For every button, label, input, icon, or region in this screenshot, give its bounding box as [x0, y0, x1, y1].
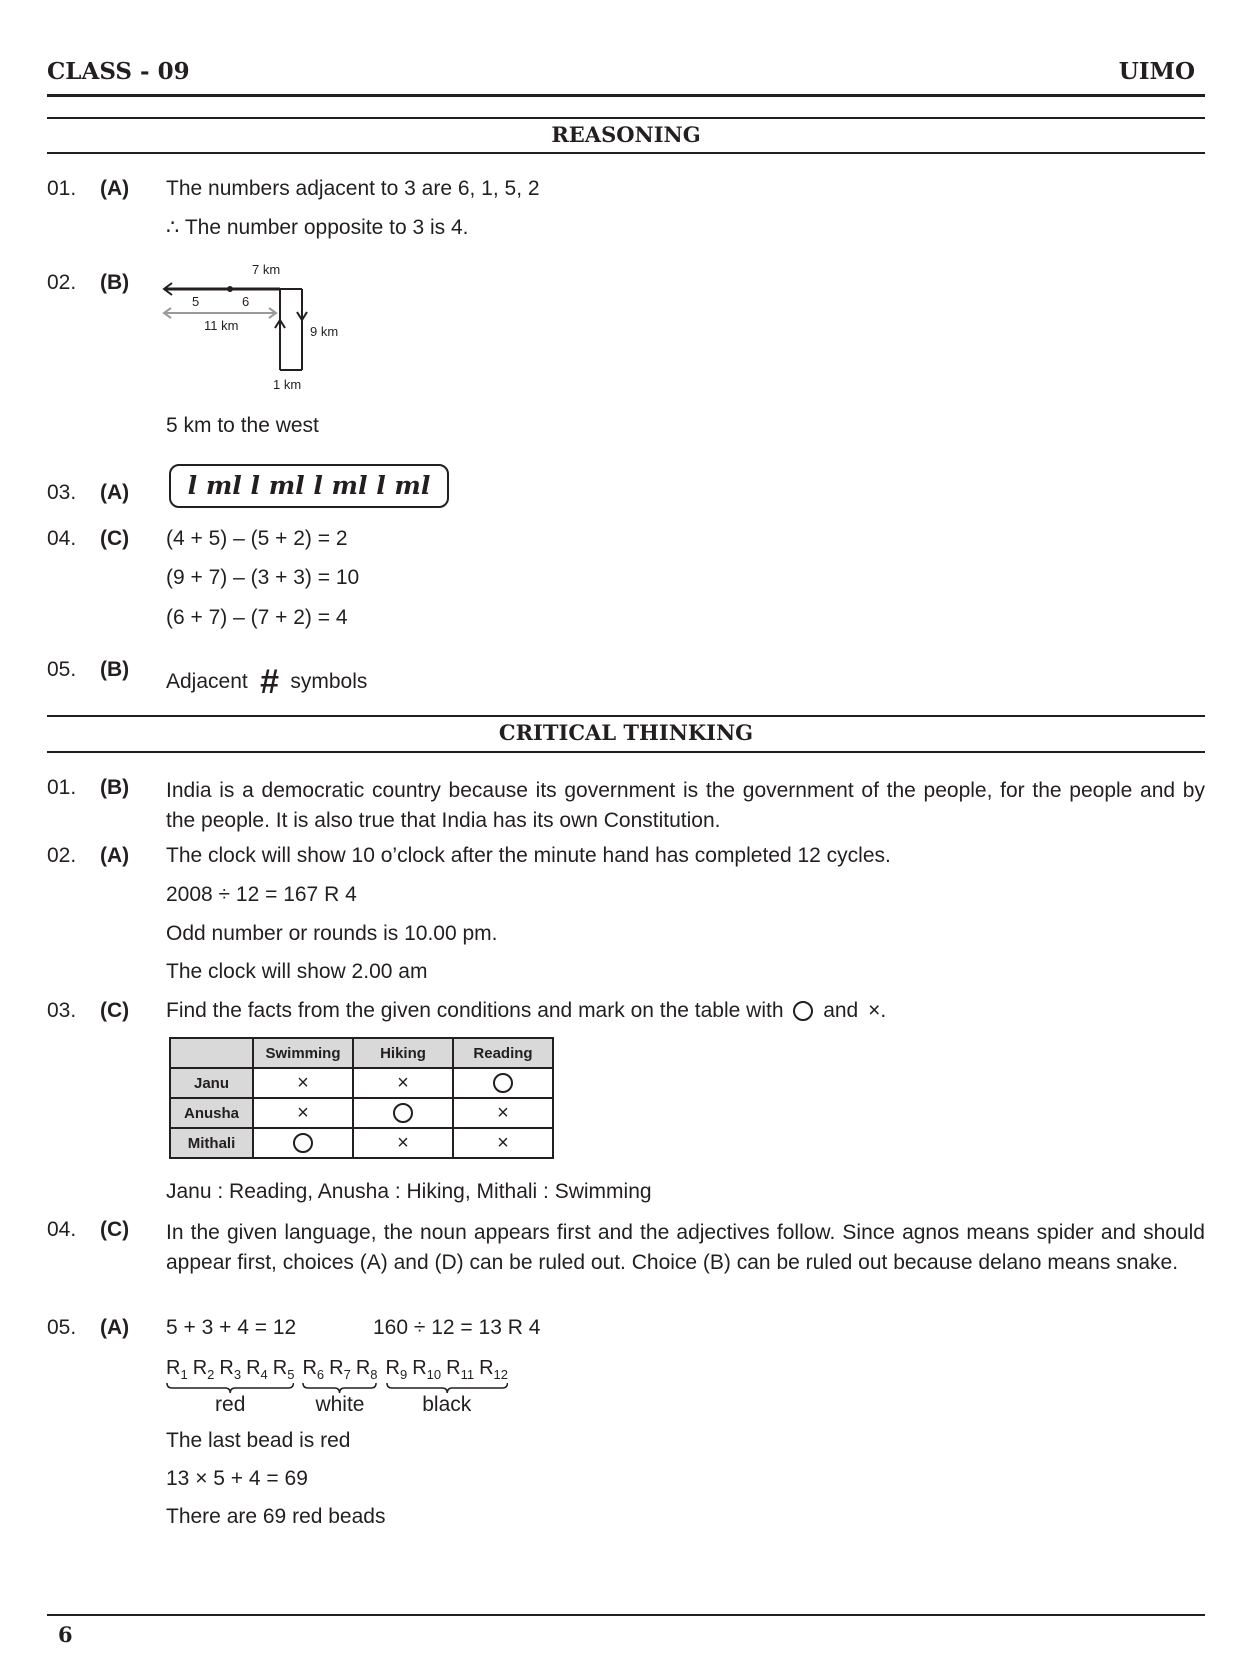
- cross-mark-icon: ×: [397, 1071, 409, 1094]
- answer-option: (C): [100, 527, 130, 550]
- table-corner-cell: [170, 1038, 253, 1068]
- pattern-box: l ml l ml l ml l ml: [169, 464, 449, 508]
- solution-line: The last bead is red: [166, 1429, 351, 1452]
- cross-mark-icon: ×: [297, 1071, 309, 1094]
- table-row: [170, 1098, 553, 1128]
- section-title-critical-thinking: CRITICAL THINKING: [498, 720, 754, 745]
- equation-line: (6 + 7) – (7 + 2) = 4: [166, 606, 348, 629]
- question-number: 02.: [47, 844, 77, 867]
- exam-label: UIMO: [1118, 58, 1195, 85]
- header-rule: [47, 94, 1205, 97]
- question-number: 02.: [47, 271, 77, 294]
- answer-option: (A): [100, 481, 130, 504]
- table-row-label: Anusha: [170, 1098, 253, 1128]
- solution-text: Find the facts from the given conditions and mark on the table with: [166, 999, 784, 1022]
- solution-line: [166, 999, 886, 1023]
- label-11km: 11 km: [204, 318, 239, 333]
- bead-label: $R_5$: [272, 1357, 295, 1382]
- bead-label: $R_9$: [385, 1357, 408, 1382]
- solution-line: Odd number or rounds is 10.00 pm.: [166, 922, 498, 945]
- table-header-cell: Swimming: [253, 1038, 353, 1068]
- table-cell: [453, 1098, 553, 1128]
- bead-group: [166, 1357, 294, 1416]
- circle-mark-icon: [493, 1073, 513, 1093]
- table-row-label: Mithali: [170, 1128, 253, 1158]
- label-9km: 9 km: [310, 324, 339, 339]
- solution-line: ∴ The number opposite to 3 is 4.: [166, 216, 469, 239]
- table-cell: [453, 1068, 553, 1098]
- hash-symbol: #: [259, 663, 279, 701]
- solution-line: 13 × 5 + 4 = 69: [166, 1467, 308, 1490]
- equation-line: (4 + 5) – (5 + 2) = 2: [166, 527, 348, 550]
- solution-text: symbols: [290, 670, 368, 693]
- answer-option: (B): [100, 776, 130, 799]
- group-label: black: [422, 1393, 472, 1416]
- answer-option: (B): [100, 658, 130, 681]
- bead-label: $R_3$: [219, 1357, 242, 1382]
- cross-mark-icon: ×: [497, 1131, 509, 1154]
- table-cell: [453, 1128, 553, 1158]
- bead-group: [302, 1357, 377, 1416]
- cross-mark-icon: ×: [497, 1101, 509, 1124]
- solution-text: Adjacent: [166, 670, 248, 693]
- table-cell: [253, 1068, 353, 1098]
- question-number: 05.: [47, 1316, 77, 1339]
- question-number: 03.: [47, 999, 77, 1022]
- answer-option: (A): [100, 1316, 130, 1339]
- question-number: 01.: [47, 177, 77, 200]
- table-header-row: [170, 1038, 553, 1068]
- table-row: [170, 1068, 553, 1098]
- question-number: 04.: [47, 527, 77, 550]
- period: .: [880, 999, 887, 1022]
- circle-mark-icon: [293, 1133, 313, 1153]
- table-header-cell: Reading: [453, 1038, 553, 1068]
- circle-mark-icon: [393, 1103, 413, 1123]
- solution-line: Janu : Reading, Anusha : Hiking, Mithali : Swimming: [166, 1180, 652, 1203]
- answer-option: (B): [100, 271, 130, 294]
- table-cell: [253, 1098, 353, 1128]
- bead-label: $R_4$: [246, 1357, 268, 1382]
- bead-label: $R_8$: [355, 1357, 378, 1382]
- solution-line: The clock will show 2.00 am: [166, 960, 428, 983]
- cross-mark-icon: ×: [397, 1131, 409, 1154]
- question-number: 05.: [47, 658, 77, 681]
- bead-label: $R_2$: [192, 1357, 215, 1382]
- point-marker: [227, 286, 233, 292]
- solution-line: [166, 658, 368, 701]
- equation-line: (9 + 7) – (3 + 3) = 10: [166, 566, 360, 589]
- facts-table: [169, 1037, 554, 1159]
- bead-label: $R_7$: [329, 1357, 351, 1382]
- direction-diagram: [160, 262, 360, 392]
- solution-line: 5 km to the west: [166, 414, 319, 437]
- section-rule-top: [47, 715, 1205, 717]
- group-label: white: [315, 1393, 365, 1416]
- table-header-cell: Hiking: [353, 1038, 453, 1068]
- bead-label: $R_{11}$: [446, 1357, 475, 1382]
- solution-paragraph: In the given language, the noun appears first and the adjectives follow. Since agnos means spider and should appear first, choices (A) and (D) can be ruled out. Choice (B) can be ruled out because delano means snake.: [166, 1221, 1205, 1274]
- solution-line: There are 69 red beads: [166, 1505, 386, 1528]
- question-number: 03.: [47, 481, 77, 504]
- circle-icon: [793, 1001, 813, 1021]
- cross-mark-icon: ×: [297, 1101, 309, 1124]
- bead-label: $R_{10}$: [412, 1357, 442, 1382]
- answer-option: (A): [100, 844, 130, 867]
- bead-groups: [166, 1357, 508, 1416]
- label-1km: 1 km: [273, 377, 302, 392]
- class-label: CLASS - 09: [47, 58, 190, 85]
- table-cell: [353, 1068, 453, 1098]
- page-number: 6: [58, 1622, 73, 1647]
- solution-paragraph: India is a democratic country because its government is the government of the people, for the people and by the people. It is also true that India has its own Constitution.: [166, 779, 1205, 832]
- table-row-label: Janu: [170, 1068, 253, 1098]
- question-number: 04.: [47, 1218, 77, 1241]
- solution-line: The numbers adjacent to 3 are 6, 1, 5, 2: [166, 177, 540, 200]
- table-cell: [353, 1098, 453, 1128]
- equation-line: 160 ÷ 12 = 13 R 4: [373, 1316, 541, 1339]
- table-row: [170, 1128, 553, 1158]
- question-number: 01.: [47, 776, 77, 799]
- section-rule-bottom: [47, 152, 1205, 154]
- cross-icon: ×: [868, 999, 881, 1022]
- label-6: 6: [242, 294, 250, 309]
- answer-option: (C): [100, 999, 130, 1022]
- bead-label: $R_{12}$: [479, 1357, 508, 1382]
- solution-line: 2008 ÷ 12 = 167 R 4: [166, 883, 357, 906]
- table-cell: [353, 1128, 453, 1158]
- section-rule-bottom: [47, 751, 1205, 753]
- section-rule-top: [47, 117, 1205, 119]
- label-7km: 7 km: [252, 262, 281, 277]
- section-title-reasoning: REASONING: [551, 122, 701, 147]
- answer-option: (C): [100, 1218, 130, 1241]
- bead-label: $R_1$: [166, 1357, 188, 1382]
- table-cell: [253, 1128, 353, 1158]
- group-label: red: [215, 1393, 246, 1416]
- bead-label: $R_6$: [302, 1357, 325, 1382]
- solution-text: and: [823, 999, 859, 1022]
- footer-rule: [47, 1614, 1205, 1616]
- label-5: 5: [192, 294, 200, 309]
- answer-option: (A): [100, 177, 130, 200]
- solution-line: The clock will show 10 o’clock after the minute hand has completed 12 cycles.: [166, 844, 891, 867]
- bead-group: [386, 1357, 508, 1416]
- equation-line: 5 + 3 + 4 = 12: [166, 1316, 297, 1339]
